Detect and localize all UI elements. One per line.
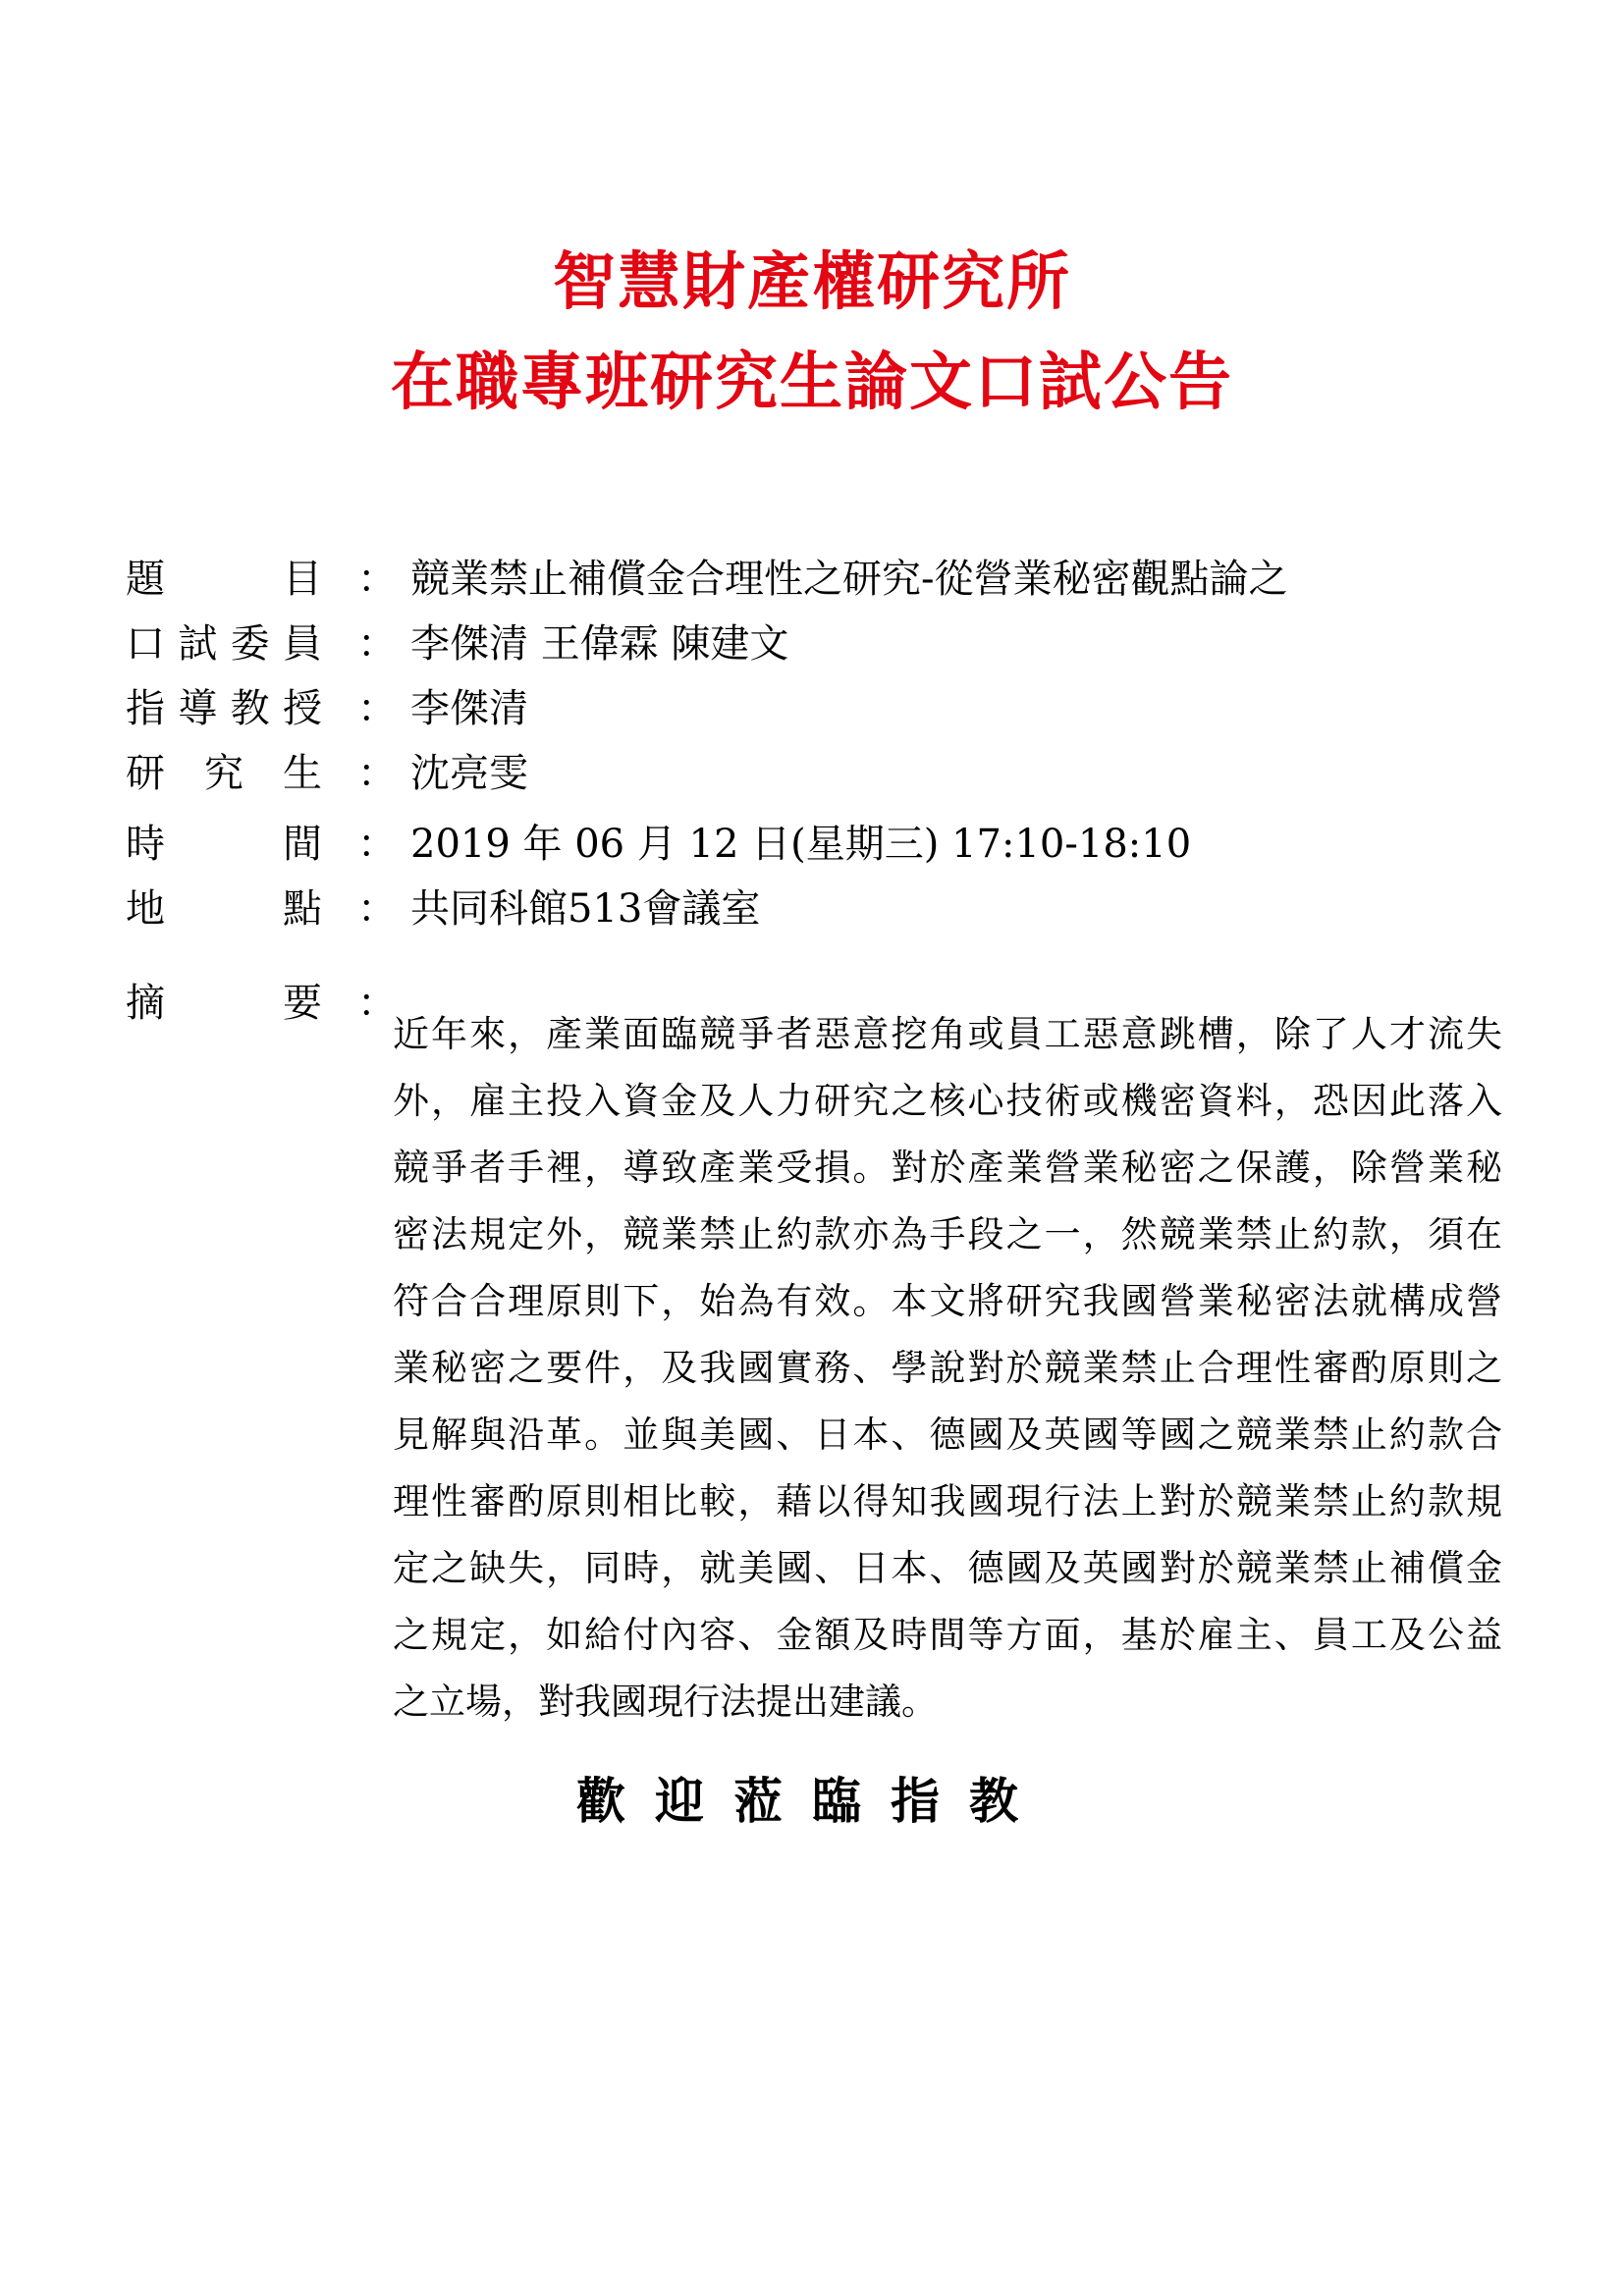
info-colon: ：: [357, 751, 397, 796]
info-label-char: 摘: [126, 981, 165, 1026]
abstract-line: 競爭者手裡，導致產業受損。對於產業營業秘密之保護，除營業秘: [393, 1147, 1502, 1189]
info-label-char: 時: [126, 822, 165, 867]
info-label-char: 目: [283, 557, 322, 602]
announcement-title: 在職專班研究生論文口試公告: [391, 346, 1233, 419]
abstract-line: 之立場，對我國現行法提出建議。: [393, 1681, 938, 1723]
info-label-char: 點: [283, 886, 322, 932]
abstract-line: 業秘密之要件，及我國實務、學說對於競業禁止合理性審酌原則之: [393, 1347, 1502, 1389]
info-label-char: 委: [230, 621, 270, 667]
info-label-char: 口: [126, 621, 165, 667]
info-label-char: 究: [204, 751, 244, 796]
info-label-char: 員: [282, 621, 322, 667]
info-label-char: 教: [230, 686, 270, 731]
institute-title: 智慧財產權研究所: [553, 245, 1071, 319]
info-value-committee: 李傑清 王偉霖 陳建文: [410, 621, 789, 667]
info-label-char: 間: [283, 822, 322, 867]
info-value-time: 2019 年 06 月 12 日(星期三) 17:10-18:10: [410, 822, 1192, 867]
abstract-line: 理性審酌原則相比較，藉以得知我國現行法上對於競業禁止約款規: [393, 1480, 1502, 1522]
info-label-char: 研: [126, 751, 165, 796]
info-label-advisor: [126, 679, 322, 738]
abstract-line: 密法規定外，競業禁止約款亦為手段之一，然競業禁止約款，須在: [393, 1213, 1502, 1255]
info-label-char: 指: [126, 686, 165, 731]
info-label-student: [126, 744, 322, 803]
info-colon: ：: [357, 557, 397, 602]
info-colon: ：: [357, 886, 397, 932]
info-label-topic: [126, 550, 322, 609]
info-value-topic: 競業禁止補償金合理性之研究-從營業秘密觀點論之: [410, 557, 1288, 602]
info-label-time: [126, 815, 322, 874]
info-label-char: 要: [283, 981, 322, 1026]
info-label-committee: [126, 614, 322, 673]
info-label-abstract: [126, 974, 322, 1033]
info-colon: ：: [357, 621, 397, 667]
info-label-char: 生: [283, 751, 322, 796]
info-label-char: 題: [126, 557, 165, 602]
info-value-student: 沈亮雯: [410, 751, 528, 796]
abstract-line: 符合合理原則下，始為有效。本文將研究我國營業秘密法就構成營: [393, 1280, 1502, 1322]
abstract-line: 近年來，產業面臨競爭者惡意挖角或員工惡意跳槽，除了人才流失: [393, 1013, 1502, 1055]
info-value-advisor: 李傑清: [410, 686, 528, 731]
info-label-location: [126, 880, 322, 938]
info-label-char: 授: [282, 686, 322, 731]
welcome-message: 歡迎蒞臨指教: [576, 1772, 1048, 1830]
info-value-location: 共同科館513會議室: [410, 886, 761, 932]
abstract-body: [393, 1001, 1502, 1735]
info-label-char: 地: [126, 886, 165, 932]
info-label-char: 試: [178, 621, 218, 667]
abstract-line: 外，雇主投入資金及人力研究之核心技術或機密資料，恐因此落入: [393, 1080, 1502, 1122]
info-colon: ：: [357, 981, 397, 1026]
info-label-char: 導: [178, 686, 218, 731]
abstract-line: 之規定，如給付內容、金額及時間等方面，基於雇主、員工及公益: [393, 1614, 1502, 1656]
abstract-line: 定之缺失，同時，就美國、日本、德國及英國對於競業禁止補償金: [393, 1547, 1502, 1589]
info-colon: ：: [357, 822, 397, 867]
abstract-line: 見解與沿革。並與美國、日本、德國及英國等國之競業禁止約款合: [393, 1414, 1502, 1456]
info-colon: ：: [357, 686, 397, 731]
